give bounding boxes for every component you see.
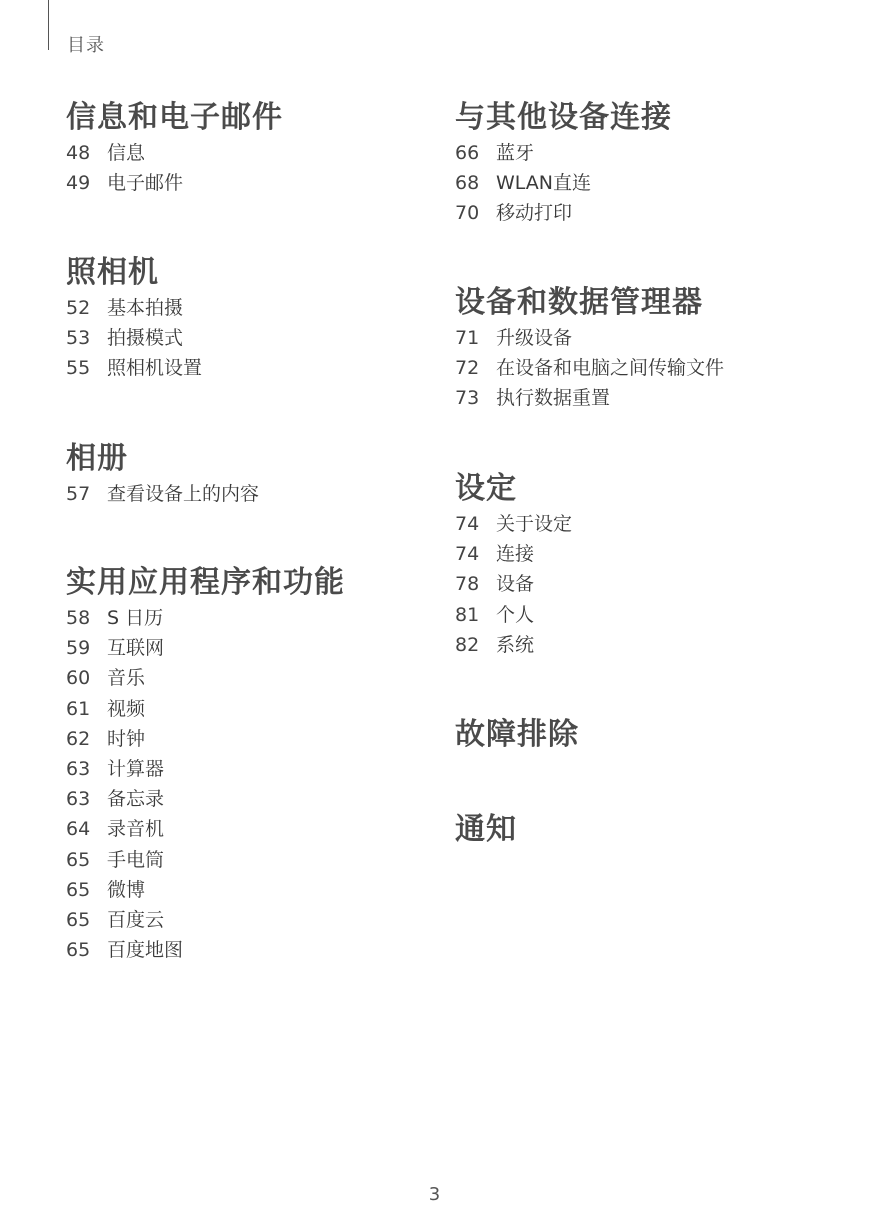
toc-entry[interactable] — [455, 383, 855, 413]
entry-page-number: 65 — [66, 848, 91, 871]
toc-entry[interactable] — [66, 663, 466, 693]
entry-label: 互联网 — [107, 637, 165, 660]
toc-section-messages-email — [66, 99, 466, 198]
entry-page-number: 72 — [455, 357, 480, 380]
entry-page-number: 52 — [66, 297, 91, 319]
section-title[interactable]: 与其他设备连接 — [455, 100, 672, 135]
entry-label: 在设备和电脑之间传输文件 — [496, 357, 725, 380]
section-title[interactable]: 通知 — [455, 812, 517, 847]
toc-entry[interactable] — [66, 293, 466, 323]
entry-label: 连接 — [496, 543, 535, 566]
toc-entry[interactable] — [455, 569, 855, 599]
entry-list — [66, 138, 466, 198]
entry-page-number: 60 — [66, 667, 91, 690]
entry-list — [455, 323, 855, 414]
entry-label: S 日历 — [107, 607, 164, 629]
entry-list — [66, 293, 466, 384]
toc-entry[interactable] — [66, 323, 466, 353]
toc-entry[interactable] — [66, 905, 466, 935]
toc-entry[interactable] — [66, 814, 466, 844]
toc-section-camera — [66, 254, 466, 384]
toc-entry[interactable] — [455, 509, 855, 539]
entry-label: 基本拍摄 — [107, 297, 184, 319]
entry-page-number: 82 — [455, 633, 480, 656]
entry-page-number: 55 — [66, 357, 91, 380]
toc-section-utility-apps — [66, 564, 466, 965]
toc-entry[interactable] — [66, 353, 466, 383]
entry-list — [455, 138, 855, 229]
entry-page-number: 71 — [455, 327, 480, 349]
toc-entry[interactable] — [455, 168, 855, 198]
toc-entry[interactable] — [66, 724, 466, 754]
page-number: 3 — [428, 1184, 441, 1205]
section-title[interactable]: 相册 — [66, 441, 128, 476]
section-title[interactable]: 设备和数据管理器 — [455, 285, 703, 320]
entry-label: 备忘录 — [107, 788, 165, 811]
section-title[interactable]: 实用应用程序和功能 — [66, 565, 345, 600]
toc-entry[interactable] — [66, 138, 466, 168]
toc-section-device-data-manager — [455, 284, 855, 414]
entry-page-number: 62 — [66, 727, 91, 750]
entry-page-number: 68 — [455, 172, 480, 195]
entry-page-number: 73 — [455, 387, 480, 410]
entry-label: 系统 — [496, 633, 535, 656]
entry-list — [66, 479, 466, 509]
toc-entry[interactable] — [66, 784, 466, 814]
toc-section-troubleshooting — [455, 716, 855, 754]
toc-entry[interactable] — [455, 353, 855, 383]
entry-label: 蓝牙 — [496, 142, 535, 164]
toc-entry[interactable] — [455, 138, 855, 168]
toc-entry[interactable] — [66, 694, 466, 724]
header-label: 目录 — [67, 35, 105, 56]
entry-label: 录音机 — [107, 818, 165, 841]
entry-page-number: 70 — [455, 202, 480, 225]
toc-entry[interactable] — [66, 875, 466, 905]
toc-entry[interactable] — [66, 479, 466, 509]
toc-entry[interactable] — [66, 168, 466, 198]
entry-label: 视频 — [107, 697, 146, 720]
entry-page-number: 49 — [66, 172, 91, 195]
entry-label: 设备 — [496, 573, 535, 596]
entry-page-number: 58 — [66, 607, 91, 629]
entry-label: 时钟 — [107, 727, 146, 750]
entry-label: 百度云 — [107, 908, 165, 931]
entry-label: 查看设备上的内容 — [107, 483, 260, 505]
toc-entry[interactable] — [66, 845, 466, 875]
entry-page-number: 81 — [455, 603, 480, 626]
entry-label: 电子邮件 — [107, 172, 184, 195]
entry-page-number: 63 — [66, 788, 91, 811]
entry-label: WLAN直连 — [496, 172, 592, 195]
entry-label: 照相机设置 — [107, 357, 203, 380]
entry-list — [455, 509, 855, 660]
toc-entry[interactable] — [66, 603, 466, 633]
toc-section-settings — [455, 470, 855, 660]
entry-label: 执行数据重置 — [496, 387, 611, 410]
entry-page-number: 65 — [66, 939, 91, 962]
toc-section-notices — [455, 811, 855, 849]
section-title[interactable]: 设定 — [455, 471, 517, 506]
entry-page-number: 78 — [455, 573, 480, 596]
entry-page-number: 74 — [455, 543, 480, 566]
entry-label: 移动打印 — [496, 202, 573, 225]
toc-entry[interactable] — [455, 630, 855, 660]
entry-label: 音乐 — [107, 667, 146, 690]
entry-page-number: 65 — [66, 878, 91, 901]
toc-section-gallery — [66, 440, 466, 509]
entry-label: 微博 — [107, 878, 146, 901]
section-title[interactable]: 信息和电子邮件 — [66, 100, 283, 135]
toc-entry[interactable] — [455, 600, 855, 630]
entry-label: 个人 — [496, 603, 535, 626]
entry-label: 拍摄模式 — [107, 327, 184, 350]
entry-label: 信息 — [107, 142, 146, 164]
section-title[interactable]: 故障排除 — [455, 717, 579, 752]
section-title[interactable]: 照相机 — [66, 255, 159, 290]
toc-entry[interactable] — [455, 323, 855, 353]
entry-label: 手电筒 — [107, 848, 165, 871]
entry-page-number: 57 — [66, 483, 91, 505]
entry-label: 关于设定 — [496, 513, 573, 535]
entry-page-number: 66 — [455, 142, 480, 164]
toc-entry[interactable] — [66, 754, 466, 784]
entry-page-number: 53 — [66, 327, 91, 350]
toc-entry[interactable] — [66, 935, 466, 965]
entry-label: 百度地图 — [107, 939, 184, 962]
entry-page-number: 61 — [66, 697, 91, 720]
toc-entry[interactable] — [455, 198, 855, 228]
entry-page-number: 48 — [66, 142, 91, 164]
toc-entry[interactable] — [455, 539, 855, 569]
entry-page-number: 64 — [66, 818, 91, 841]
entry-label: 升级设备 — [496, 327, 573, 349]
toc-entry[interactable] — [66, 633, 466, 663]
entry-page-number: 59 — [66, 637, 91, 660]
entry-list — [66, 603, 466, 965]
entry-label: 计算器 — [107, 757, 165, 780]
entry-page-number: 63 — [66, 757, 91, 780]
header-edge-rule — [48, 0, 49, 50]
toc-section-connect-devices — [455, 99, 855, 229]
entry-page-number: 74 — [455, 513, 480, 535]
entry-page-number: 65 — [66, 908, 91, 931]
